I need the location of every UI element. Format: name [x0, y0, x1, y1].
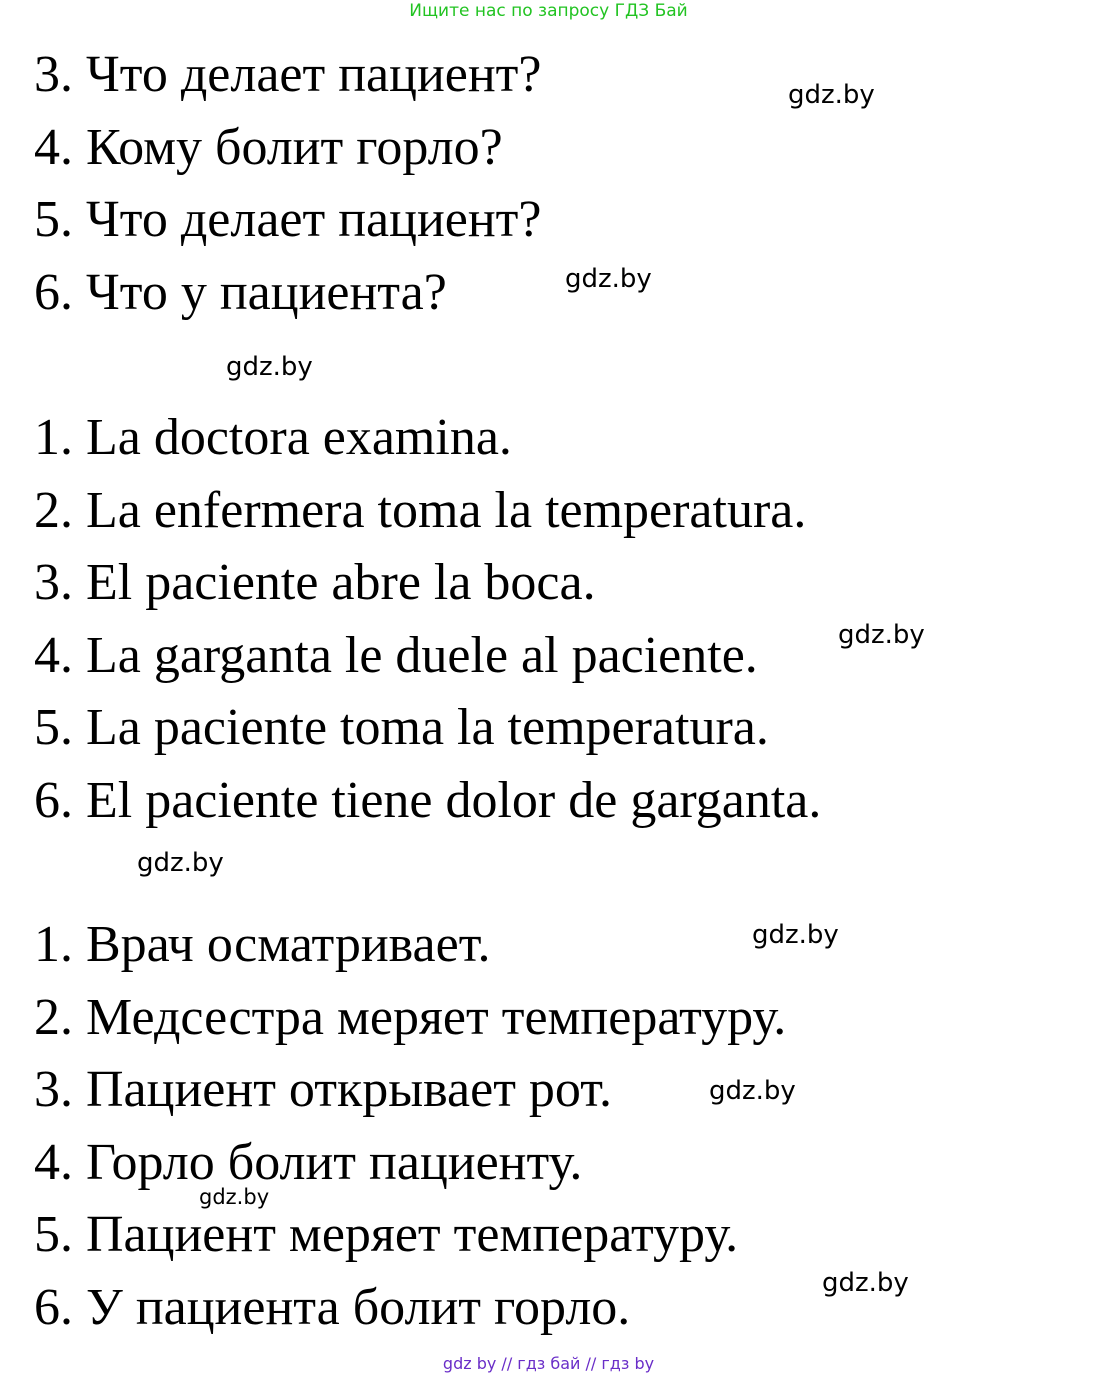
answer-line: 6. El paciente tiene dolor de garganta. [34, 772, 822, 829]
answer-line: 1. La doctora examina. [34, 409, 512, 466]
translation-line: 4. Горло болит пациенту. [34, 1134, 583, 1191]
watermark: gdz.by [137, 848, 224, 878]
watermark: gdz.by [565, 264, 652, 294]
watermark: gdz.by [709, 1076, 796, 1106]
translation-line: 3. Пациент открывает рот. [34, 1061, 613, 1118]
answer-line: 5. La paciente toma la temperatura. [34, 699, 769, 756]
question-line: 5. Что делает пациент? [34, 191, 542, 248]
watermark: gdz.by [199, 1185, 270, 1209]
watermark: gdz.by [822, 1268, 909, 1298]
question-line: 3. Что делает пациент? [34, 46, 542, 103]
answer-line: 3. El paciente abre la boca. [34, 554, 596, 611]
answer-line: 2. La enfermera toma la temperatura. [34, 482, 807, 539]
top-banner: Ищите нас по запросу ГДЗ Бай [409, 1, 688, 21]
translation-line: 5. Пациент меряет температуру. [34, 1206, 739, 1263]
translation-line: 6. У пациента болит горло. [34, 1279, 631, 1336]
question-line: 6. Что у пациента? [34, 264, 447, 321]
watermark: gdz.by [752, 920, 839, 950]
watermark: gdz.by [838, 620, 925, 650]
footer-links: gdz by // гдз бай // гдз by [442, 1354, 655, 1373]
translation-line: 1. Врач осматривает. [34, 916, 491, 973]
watermark: gdz.by [226, 352, 313, 382]
watermark: gdz.by [788, 80, 875, 110]
question-line: 4. Кому болит горло? [34, 119, 503, 176]
answer-line: 4. La garganta le duele al paciente. [34, 627, 758, 684]
translation-line: 2. Медсестра меряет температуру. [34, 989, 787, 1046]
